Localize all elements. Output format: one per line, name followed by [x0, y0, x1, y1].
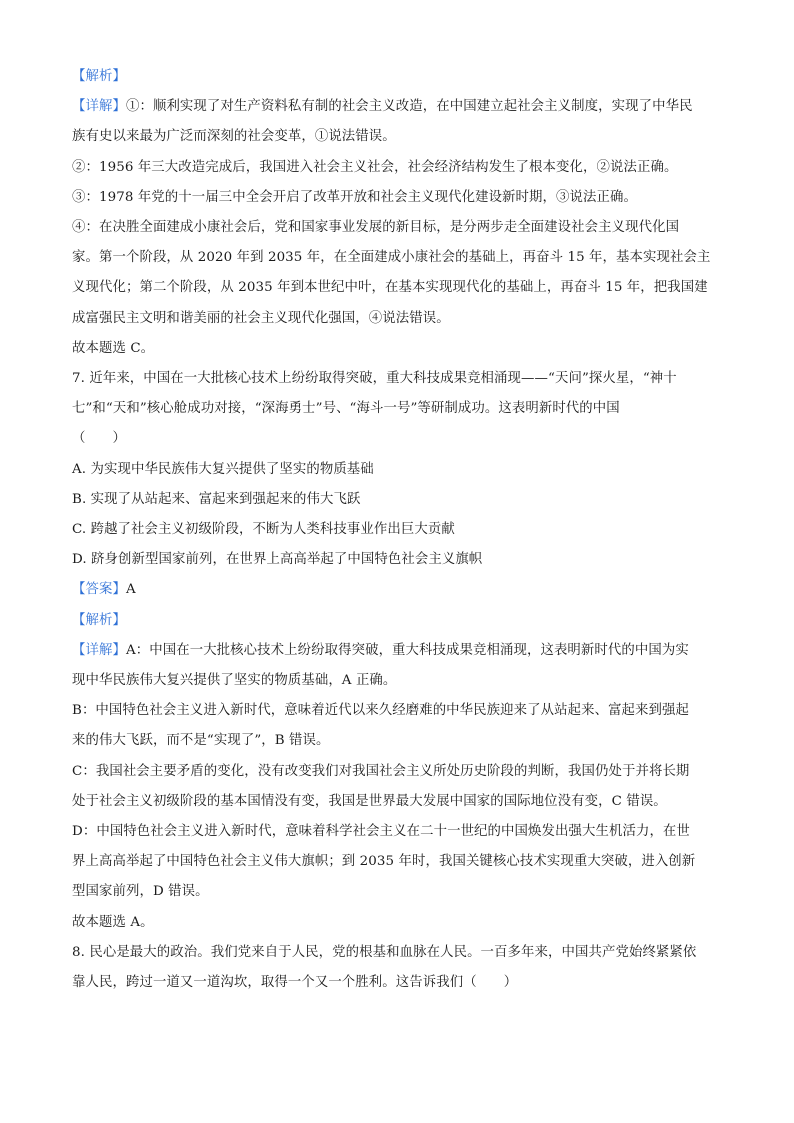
q7-detail-line: [72, 636, 732, 666]
text-line: B：中国特色社会主义进入新时代，意味着近代以来久经磨难的中华民族迎来了从站起来、富起来到强起: [72, 703, 690, 719]
q8-stem-line: 8. 民心是最大的政治。我们党来自于人民，党的根基和血脉在人民。一百多年来，中国共产党始终紧紧依: [72, 944, 697, 960]
text-line: 义现代化；第二个阶段，从 2035 年到本世纪中叶，在基本实现现代化的基础上，再奋斗 15 年，把我国建: [72, 280, 708, 296]
q7-answer-line: [72, 575, 732, 605]
text-line: ④：在决胜全面建成小康社会后，党和国家事业发展的新目标，是分两步走全面建设社会主义现代化国: [72, 220, 680, 236]
q7-answer-blank: （ ）: [72, 431, 126, 447]
text-line: C：我国社会主要矛盾的变化，没有改变我们对我国社会主义所处历史阶段的判断，我国仍处于并将长期: [72, 763, 690, 779]
answer-value: A: [125, 582, 136, 598]
q6-detail-line: [72, 92, 732, 122]
q8-stem-line: 靠人民，跨过一道又一道沟坎，取得一个又一个胜利。这告诉我们（ ）: [72, 975, 518, 991]
text-line: 成富强民主文明和谐美丽的社会主义现代化强国，④说法错误。: [72, 310, 450, 326]
q7-option-a: A. 为实现中华民族伟大复兴提供了坚实的物质基础: [72, 461, 374, 477]
text-line: 家。第一个阶段，从 2020 年到 2035 年，在全面建成小康社会的基础上，再奋斗 15 年，基本实现社会主: [72, 250, 711, 266]
detail-tag: 【详解】: [72, 642, 126, 658]
text-line: 界上高高举起了中国特色社会主义伟大旗帜；到 2035 年时，我国关键核心技术实现重大突破，进入创新: [72, 854, 696, 870]
text-line: 处于社会主义初级阶段的基本国情没有变，我国是世界最大发展中国家的国际地位没有变，C 错误。: [72, 793, 667, 809]
q7-stem-line: 七”和“天和”核心舱成功对接，“深海勇士”号、“海斗一号”等研制成功。这表明新时代的中国: [72, 401, 620, 417]
q7-stem-line: 7. 近年来，中国在一大批核心技术上纷纷取得突破，重大科技成果竞相涌现——“天问”探火星，“神十: [72, 371, 677, 387]
document-content: [72, 62, 732, 998]
q6-conclusion: 故本题选 C。: [72, 340, 155, 356]
text-line: ②：1956 年三大改造完成后，我国进入社会主义社会，社会经济结构发生了根本变化，②说法正确。: [72, 159, 678, 175]
q7-analysis-heading: [72, 606, 732, 636]
text-line: 型国家前列，D 错误。: [72, 884, 209, 900]
answer-tag: 【答案】: [72, 582, 126, 598]
analysis-tag: 【解析】: [72, 612, 126, 628]
text-line: 现中华民族伟大复兴提供了坚实的物质基础，A 正确。: [72, 673, 397, 689]
q7-option-d: D. 跻身创新型国家前列，在世界上高高举起了中国特色社会主义旗帜: [72, 552, 483, 568]
text-line: A：中国在一大批核心技术上纷纷取得突破，重大科技成果竞相涌现，这表明新时代的中国为实: [125, 642, 689, 658]
text-line: 来的伟大飞跃，而不是“实现了”，B 错误。: [72, 733, 330, 749]
detail-tag: 【详解】: [72, 99, 126, 115]
text-line: D：中国特色社会主义进入新时代，意味着科学社会主义在二十一世纪的中国焕发出强大生机活力，在世: [72, 824, 690, 840]
q7-conclusion: 故本题选 A。: [72, 914, 154, 930]
text-line: ③：1978 年党的十一届三中全会开启了改革开放和社会主义现代化建设新时期，③说法正确。: [72, 189, 637, 205]
text-line: 族有史以来最为广泛而深刻的社会变革，①说法错误。: [72, 129, 396, 145]
q7-option-c: C. 跨越了社会主义初级阶段，不断为人类科技事业作出巨大贡献: [72, 522, 455, 538]
analysis-tag: 【解析】: [72, 69, 126, 84]
text-line: ①：顺利实现了对生产资料私有制的社会主义改造，在中国建立起社会主义制度，实现了中华民: [125, 99, 693, 115]
q6-analysis-heading: [72, 62, 732, 92]
q7-option-b: B. 实现了从站起来、富起来到强起来的伟大飞跃: [72, 491, 361, 507]
